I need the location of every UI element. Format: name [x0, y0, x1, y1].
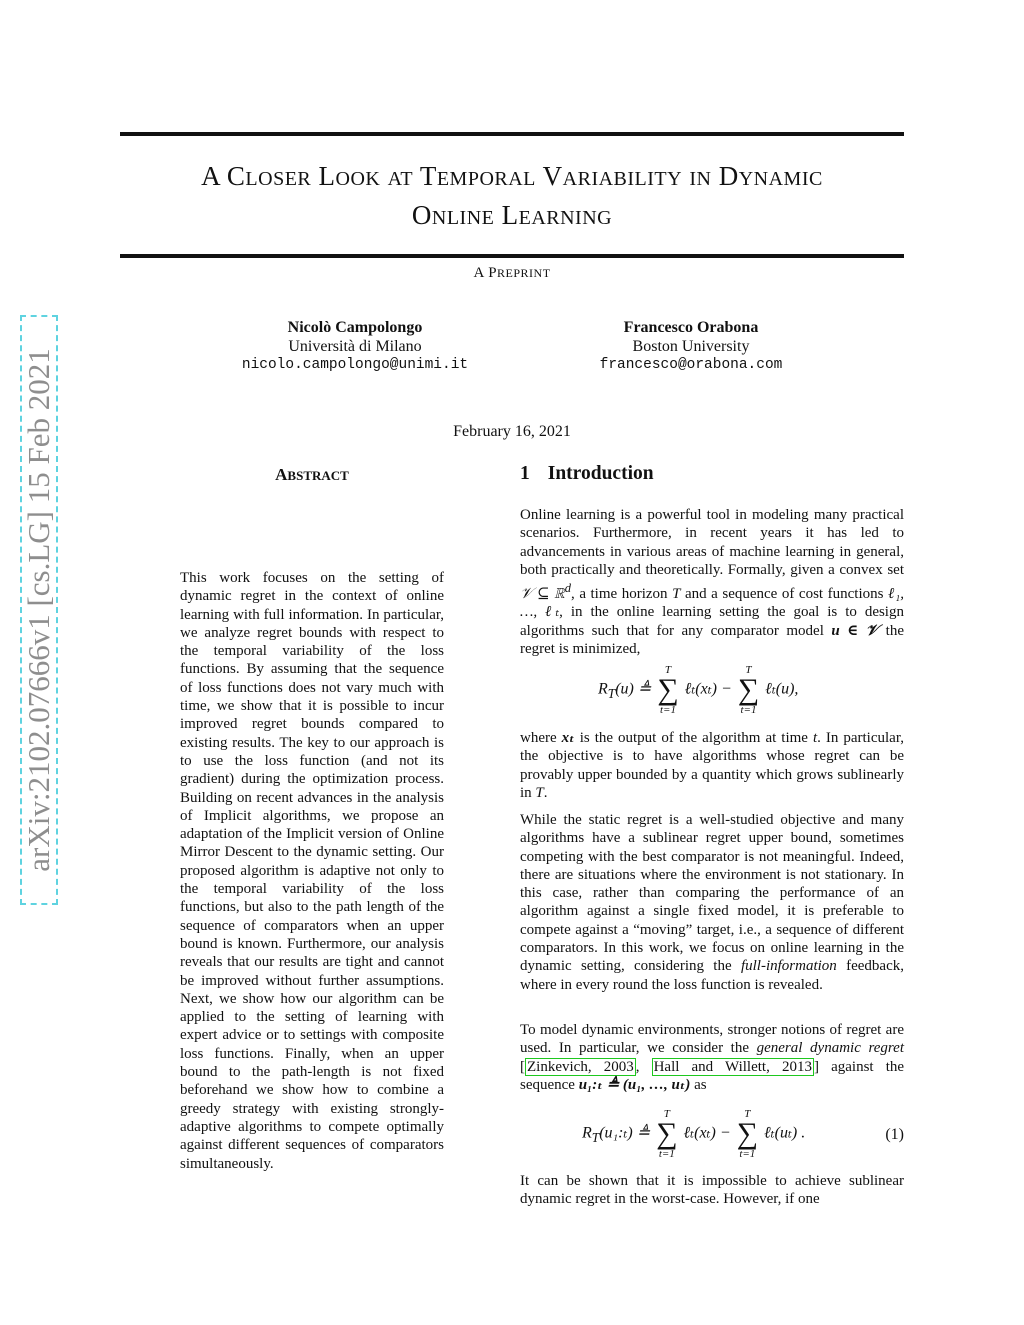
section-number: 1 — [520, 463, 530, 484]
author-2 — [541, 318, 841, 375]
intro-paragraph-4: To model dynamic environments, stronger notions of regret are used. In particular, we consider the general dynamic regret [ Zinkevich, 2003 , Hall and Willett, 2013 ] against the sequence u₁:ₜ ≜ (u₁, …, uₜ) as — [520, 1022, 905, 1093]
author-email[interactable]: nicolo.campolongo@unimi.it — [241, 357, 469, 373]
intro-paragraph-2: where xₜ is the output of the algorithm at time t. In particular, the objective is to have algorithms whose regret can be provably upper bounded by a quantity which grows sublinearly in T. — [520, 730, 904, 801]
paper-title-line-1: A CLOSER LOOK AT TEMPORAL VARIABILITY IN DYNAMIC — [201, 161, 823, 191]
abstract-heading: ABSTRACT — [275, 465, 349, 484]
paper-title-line-2: ONLINE LEARNING — [411, 200, 613, 230]
author-name: Francesco Orabona — [623, 319, 759, 336]
intro-paragraph-1: Online learning is a powerful tool in modeling many practical scenarios. Furthermore, in recent years it has led to advancements in various areas of machine learning in general, both practically and theoretically. Formally, given a convex set 𝒱 ⊆ ℝ$^d$, a time horizon T and a sequence of cost functions ℓ₁, …, ℓₜ, in the online learning setting the goal is to design algorithms such that for any comparator model u ∈ 𝒱 the regret is minimized, — [520, 507, 905, 658]
intro-paragraph-5: It can be shown that it is impossible to achieve sublinear dynamic regret in the worst-case. However, if one — [520, 1173, 904, 1208]
sum-symbol: T ∑ t=1 — [737, 664, 760, 716]
citation-zinkevich[interactable]: Zinkevich, 2003 — [527, 1058, 634, 1075]
author-email[interactable]: francesco@orabona.com — [599, 357, 783, 373]
section-heading — [520, 463, 654, 485]
paper-title — [120, 158, 904, 236]
sum-symbol: T ∑ t=1 — [656, 1108, 678, 1160]
author-1 — [205, 318, 505, 375]
abstract-text: This work focuses on the setting of dynamic regret in the context of online learning with full information. In particular, we analyze regret bounds with respect to the temporal variability of the loss functions. By assuming that the sequence of loss functions does not vary much with time, we show that it is possible to incur improved regret bounds compared to existing results. The key to our approach is to use the loss function (and not its gradient) during the optimization process. Building on recent advances in the analysis of Implicit algorithms, we propose an adaptation of the Implicit version of Online Mirror Descent to the dynamic setting. Our proposed algorithm is adaptive not only to the temporal variability of the loss functions, but also to the path length of the sequence of comparators when an upper bound is known. Furthermore, our analysis reveals that our results are tight and cannot be improved without further assumptions. Next, we show how our algorithm can be applied to the setting of learning with expert advice or to settings with composite loss functions. Finally, when an upper bound to the path-length is not fixed beforehand we show how to combine a greedy strategy with existing strongly-adaptive algorithms to compete optimally against different sequences of comparators simultaneously. — [180, 570, 444, 1172]
sum-symbol: T ∑ t=1 — [657, 664, 679, 716]
preprint-label: A PREPRINT — [473, 265, 551, 281]
citation-hall-willett[interactable]: Hall and Willett, 2013 — [653, 1058, 812, 1075]
author-affiliation: Boston University — [632, 338, 750, 355]
sum-symbol: T ∑ t=1 — [736, 1108, 758, 1160]
regret-equation: $R_T(u)$ ≜ T ∑ t=1 ℓₜ(xₜ) − T ∑ t=1 ℓₜ(u), — [598, 664, 799, 716]
arxiv-identifier[interactable]: arXiv:2102.07666v1 [cs.LG] 15 Feb 2021 — [20, 315, 58, 905]
title-top-rule — [120, 132, 904, 136]
title-bottom-rule — [120, 254, 904, 258]
equation-number: (1) — [885, 1126, 904, 1143]
author-affiliation: Università di Milano — [288, 338, 422, 355]
author-name: Nicolò Campolongo — [287, 319, 423, 336]
intro-paragraph-3: While the static regret is a well-studied objective and many algorithms have a sublinear regret upper bound, sometimes competing with the best comparator is not meaningful. Indeed, there are situations where the environment is not stationary. In this case, rather than comparing the performance of an algorithm against a single fixed model, it is preferable to compete against a “moving” target, i.e., a sequence of different comparators. In this work, we focus on online learning in the dynamic setting, considering the full-information feedback, where in every round the loss function is revealed. — [520, 812, 904, 993]
section-title: Introduction — [547, 463, 654, 484]
dynamic-regret-equation: $R_T(u_1:_t)$ ≜ T ∑ t=1 ℓₜ(xₜ) − T ∑ t=1 ℓₜ(uₜ) . (1) — [582, 1108, 904, 1160]
paper-date: February 16, 2021 — [453, 423, 571, 440]
